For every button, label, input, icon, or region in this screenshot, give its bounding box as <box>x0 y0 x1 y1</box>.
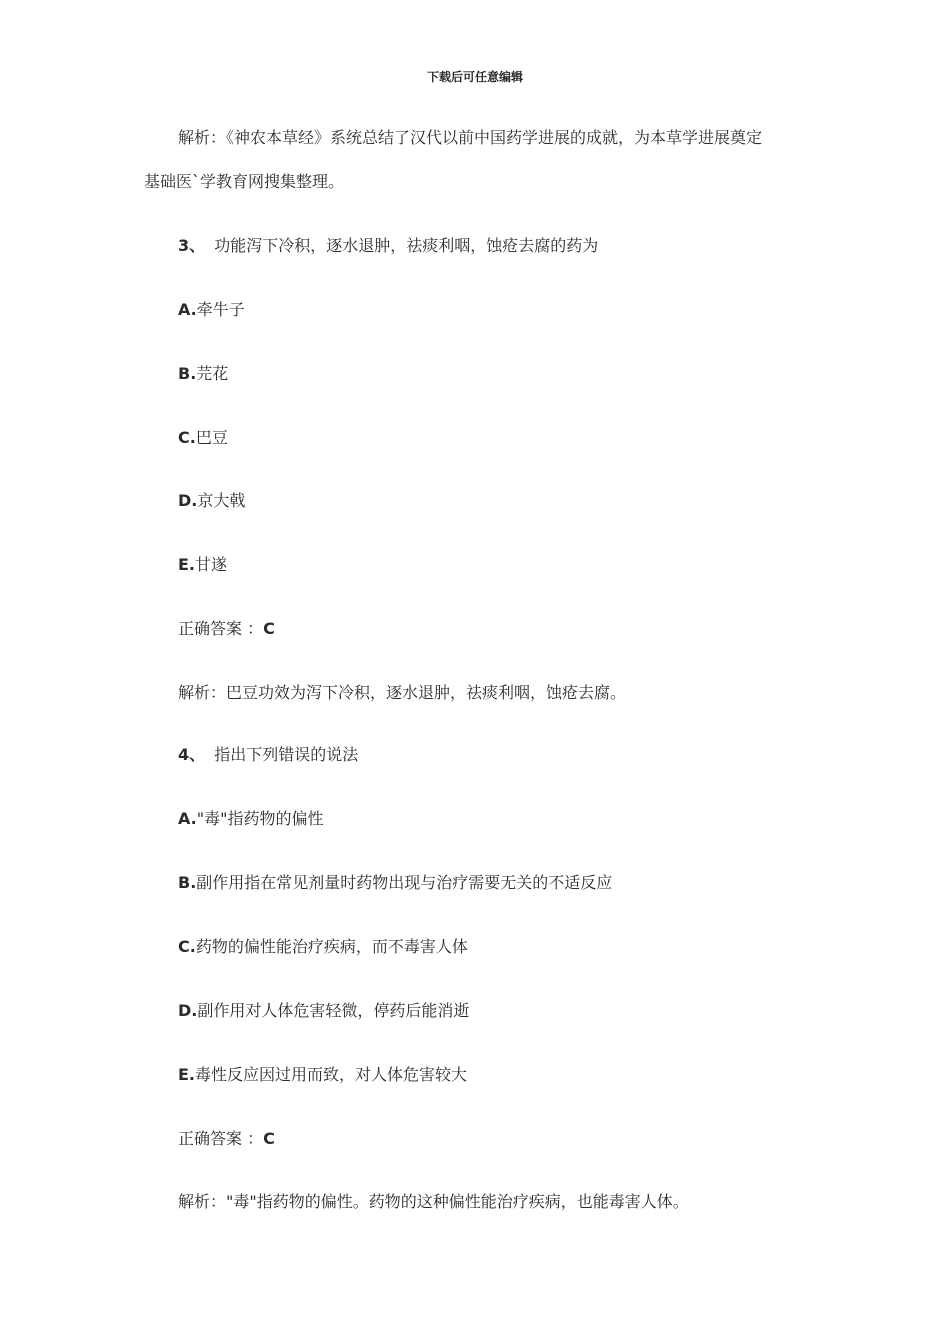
analysis-text: "毒"指药物的偏性。药物的这种偏性能治疗疾病，也能毒害人体。 <box>226 1192 689 1211</box>
answer-value: C <box>263 1129 275 1148</box>
option-text: 巴豆 <box>195 428 228 447</box>
option-letter: D. <box>178 491 198 510</box>
q3-option-a <box>178 299 245 321</box>
option-letter: E. <box>178 555 196 574</box>
question-number: 4、 <box>178 745 206 764</box>
q4-option-a <box>178 808 324 830</box>
option-letter: D. <box>178 1001 198 1020</box>
answer-label: 正确答案 ： <box>178 1129 264 1148</box>
question-number: 3、 <box>178 236 206 255</box>
question-4 <box>178 744 358 766</box>
q4-correct-answer <box>178 1128 275 1150</box>
option-letter: E. <box>178 1065 196 1084</box>
q4-option-d <box>178 1000 469 1022</box>
page-header: 下载后可任意编辑 <box>426 70 523 84</box>
q3-option-e <box>178 554 227 576</box>
option-text: 药物的偏性能治疗疾病，而不毒害人体 <box>195 937 468 956</box>
option-text: 副作用指在常见剂量时药物出现与治疗需要无关的不适反应 <box>196 873 613 892</box>
option-letter: B. <box>178 364 197 383</box>
intro-analysis-line2: 基础医`学教育网搜集整理。 <box>144 172 345 191</box>
question-3 <box>178 235 598 257</box>
q4-analysis <box>178 1191 689 1213</box>
analysis-label: 解析： <box>178 683 227 702</box>
intro-analysis-line1 <box>178 127 762 149</box>
option-text: 芫花 <box>196 364 229 383</box>
option-letter: C. <box>178 937 196 956</box>
analysis-label: 解析： <box>178 1192 227 1211</box>
q4-option-b <box>178 872 612 894</box>
q3-option-c <box>178 427 228 449</box>
option-letter: A. <box>178 809 197 828</box>
option-letter: B. <box>178 873 197 892</box>
option-text: 甘遂 <box>195 555 228 574</box>
answer-value: C <box>263 619 275 638</box>
q4-option-c <box>178 936 468 958</box>
q3-option-d <box>178 490 245 512</box>
q3-correct-answer <box>178 618 275 640</box>
answer-label: 正确答案 ： <box>178 619 264 638</box>
q3-option-b <box>178 363 228 385</box>
option-text: "毒"指药物的偏性 <box>196 809 324 828</box>
option-text: 京大戟 <box>197 491 246 510</box>
option-text: 牵牛子 <box>196 300 245 319</box>
option-letter: A. <box>178 300 197 319</box>
q3-analysis <box>178 682 626 704</box>
analysis-text: 《神农本草经》系统总结了汉代以前中国药学进展的成就，为本草学进展奠定 <box>226 128 763 147</box>
option-letter: C. <box>178 428 196 447</box>
analysis-label: 解析： <box>178 128 227 147</box>
option-text: 副作用对人体危害轻微，停药后能消逝 <box>197 1001 470 1020</box>
analysis-text: 巴豆功效为泻下冷积，逐水退肿，祛痰利咽，蚀疮去腐。 <box>226 683 627 702</box>
question-text: 指出下列错误的说法 <box>214 745 359 764</box>
q4-option-e <box>178 1064 467 1086</box>
question-text: 功能泻下冷积，逐水退肿，祛痰利咽，蚀疮去腐的药为 <box>214 236 599 255</box>
option-text: 毒性反应因过用而致，对人体危害较大 <box>195 1065 468 1084</box>
